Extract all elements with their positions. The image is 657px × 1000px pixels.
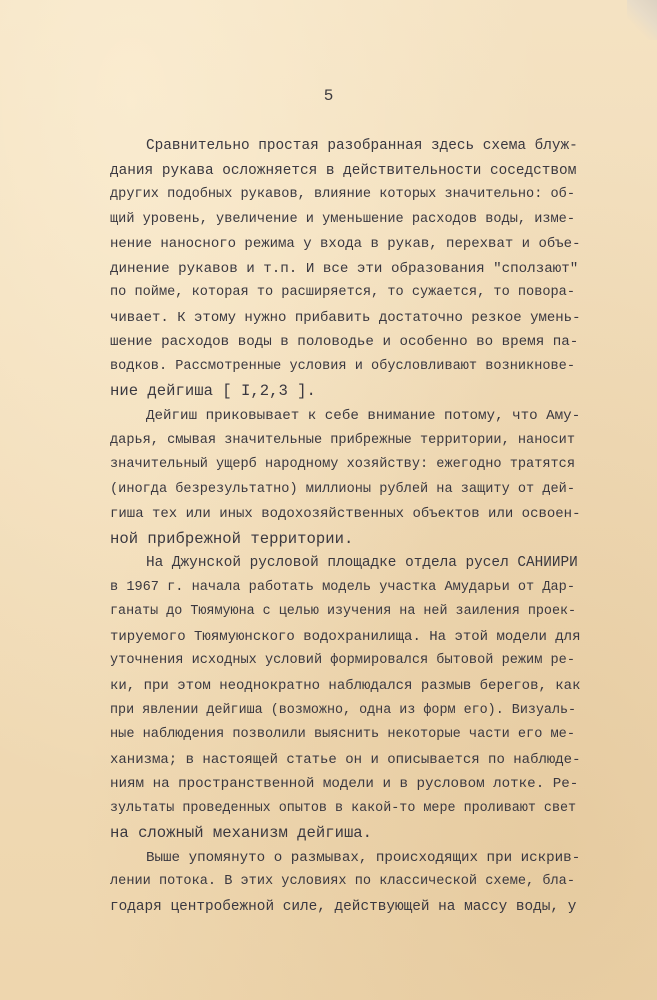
text-line: гиша тех или иных водохозяйственных объектов или освоен- xyxy=(110,506,581,523)
text-line: дарья, смывая значительные прибрежные территории, наносит xyxy=(110,432,575,448)
text-line: (иногда безрезультатно) миллионы рублей на защиту от дей- xyxy=(110,481,575,497)
text-line: шение расходов воды в половодье и особенно во время па- xyxy=(110,334,579,351)
text-line: динение рукавов и т.п. И все эти образования "сползают" xyxy=(110,260,579,277)
body-text xyxy=(110,134,580,920)
text-line: ные наблюдения позволили выяснить некоторые части его ме- xyxy=(110,727,575,743)
text-line: в 1967 г. начала работать модель участка Амударьи от Дар- xyxy=(110,579,575,595)
text-line: Дейгиш приковывает к себе внимание потому, что Аму- xyxy=(146,408,581,425)
text-line: годаря центробежной силе, действующей на массу воды, у xyxy=(110,898,577,915)
text-line: ние дейгиша [ I,2,3 ]. xyxy=(110,382,316,401)
text-line: ниям на пространственной модели и в русловом лотке. Ре- xyxy=(110,776,579,793)
text-line: по пойме, которая то расширяется, то сужается, то повора- xyxy=(110,285,575,301)
text-line: Сравнительно простая разобранная здесь схема блуж- xyxy=(146,138,578,154)
page-corner-fold xyxy=(627,0,657,40)
text-line: нение наносного режима у входа в рукав, перехват и объе- xyxy=(110,236,581,253)
text-line: ки, при этом неоднократно наблюдался размыв берегов, как xyxy=(110,678,581,695)
text-line: лении потока. В этих условиях по классической схеме, бла- xyxy=(110,874,575,890)
text-line: щий уровень, увеличение и уменьшение расходов воды, изме- xyxy=(110,211,575,227)
text-line: других подобных рукавов, влияние которых значительно: об- xyxy=(110,187,575,203)
text-line: уточнения исходных условий формировался бытовой режим ре- xyxy=(110,653,575,669)
text-line: ной прибрежной территории. xyxy=(110,529,354,548)
text-line: ханизма; в настоящей статье он и описывается по наблюде- xyxy=(110,751,581,768)
text-line: тируемого Тюямуюнского водохранилища. На этой модели для xyxy=(110,628,581,645)
text-line: на сложный механизм дейгиша. xyxy=(110,824,373,843)
text-line: зультаты проведенных опытов в какой-то мере проливают свет xyxy=(110,800,577,816)
page-number: 5 xyxy=(323,87,334,105)
text-line: ганаты до Тюямуюна с целью изучения на ней заиления проек- xyxy=(110,604,577,620)
text-line: чивает. К этому нужно прибавить достаточно резкое умень- xyxy=(110,309,581,326)
text-line: На Джунской русловой площадке отдела русел САНИИРИ xyxy=(146,555,578,572)
text-line: при явлении дейгиша (возможно, одна из форм его). Визуаль- xyxy=(110,702,577,718)
text-line: дания рукава осложняется в действительности соседством xyxy=(110,162,577,179)
text-line: значительный ущерб народному хозяйству: ежегодно тратятся xyxy=(110,457,575,473)
text-line: водков. Рассмотренные условия и обусловливают возникнове- xyxy=(110,358,575,374)
text-line: Выше упомянуто о размывах, происходящих при искрив- xyxy=(146,849,581,866)
